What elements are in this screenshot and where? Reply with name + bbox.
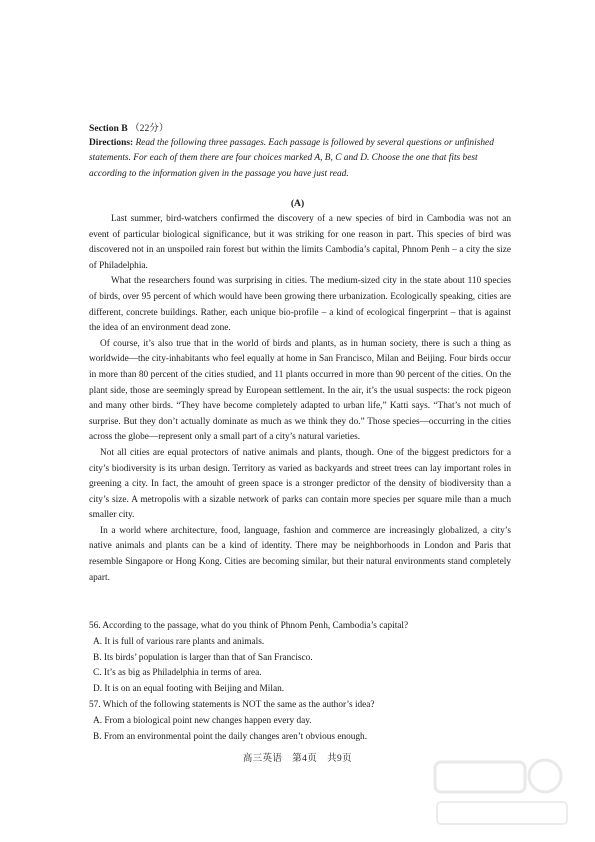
paragraph-5: In a world where architecture, food, language, fashion and commerce are increasingly globalized, a city’s native animals and plants can be a kind of identity. There may be neighborhoods in London and Paris that resemble Singapore or Hong Kong. Cities are becoming similar, but their natural environments stand completely apart.: [89, 525, 511, 583]
passage-body: [89, 212, 511, 586]
option-56-a: A. It is full of various rare plants and animals.: [93, 636, 265, 647]
paragraph-1: Last summer, bird-watchers confirmed the discovery of a new species of bird in Cambodia was not an event of particular biological significance, but it was striking for one reason in part. This species of bird was discovered not in an unspoiled rain forest but within the limits Cambodia’s capital, Phnom Penh – a city the size of Philadelphia.: [89, 214, 511, 271]
option-57-a: A. From a biological point new changes happen every day.: [93, 715, 312, 726]
section-heading: [89, 121, 509, 136]
option-57-b: B. From an environmental point the daily changes aren’t obvious enough.: [93, 731, 368, 742]
paragraph-4: Not all cities are equal protectors of native animals and plants, though. One of the biggest predictors for a city’s biodiversity is its urban design. Territory as varied as backyards and street trees can lay important roles in greening a city. In fact, the amouht of green space is a stronger predictor of the density of biodiversity than a city’s size. A metropolis with a sizable network of parks can contain more species per square mile than a much smaller city.: [89, 447, 511, 521]
questions: [89, 619, 511, 745]
passage-title: (A): [290, 198, 305, 209]
directions-label: Directions:: [89, 138, 134, 148]
section-points: （22分）: [130, 123, 169, 134]
paragraph-3: Of course, it’s also true that in the world of birds and plants, as in human society, there is such a thing as worldwide—the city-inhabitants who feel equally at home in San Francisco, Milan and Beijing. Four birds occur in more than 80 percent of the cities studied, and 11 plants occurred in more than 90 percent of the cities. On the plant side, those are seemingly spread by European settlement. In the air, it’s the usual suspects: the rock pigeon and many other birds. “They have become completely adapted to urban life,” Katti says. “That’s not much of surprise. But they don’t actually dominate as much as we think they do.” Those species—occurring in the cities across the globe—represent only a small part of a city’s natural varieties.: [89, 338, 511, 443]
watermark-logo: [427, 754, 577, 834]
question-56: 56. According to the passage, what do you think of Phnom Penh, Cambodia’s capital?: [89, 621, 409, 631]
option-56-d: D. It is on an equal footing with Beijing and Milan.: [93, 684, 285, 695]
question-57: 57. Which of the following statements is NOT the same as the author’s idea?: [89, 699, 375, 710]
page-footer: 高三英语 第4页 共9页: [242, 754, 353, 764]
option-56-b: B. Its birds’ population is larger than that of San Francisco.: [93, 652, 313, 663]
section-title: Section B: [89, 123, 128, 134]
directions-text: Read the following three passages. Each passage is followed by several questions or unfinished statements. For each of them there are four choices marked A, B, C and D. Choose the one that fits best according to the information given in the passage you have just read.: [89, 138, 494, 179]
option-56-c: C. It’s as big as Philadelphia in terms of area.: [93, 668, 262, 679]
directions: [89, 136, 511, 182]
paragraph-2: What the researchers found was surprising in cities. The medium-sized city in the state about 110 species of birds, over 95 percent of which would have been growing there urbanization. Ecologically speaking, cities are different, concrete buildings. Rather, each unique bio-profile – a kind of ecological fingerprint – that is against the idea of an environment dead zone.: [89, 276, 511, 334]
